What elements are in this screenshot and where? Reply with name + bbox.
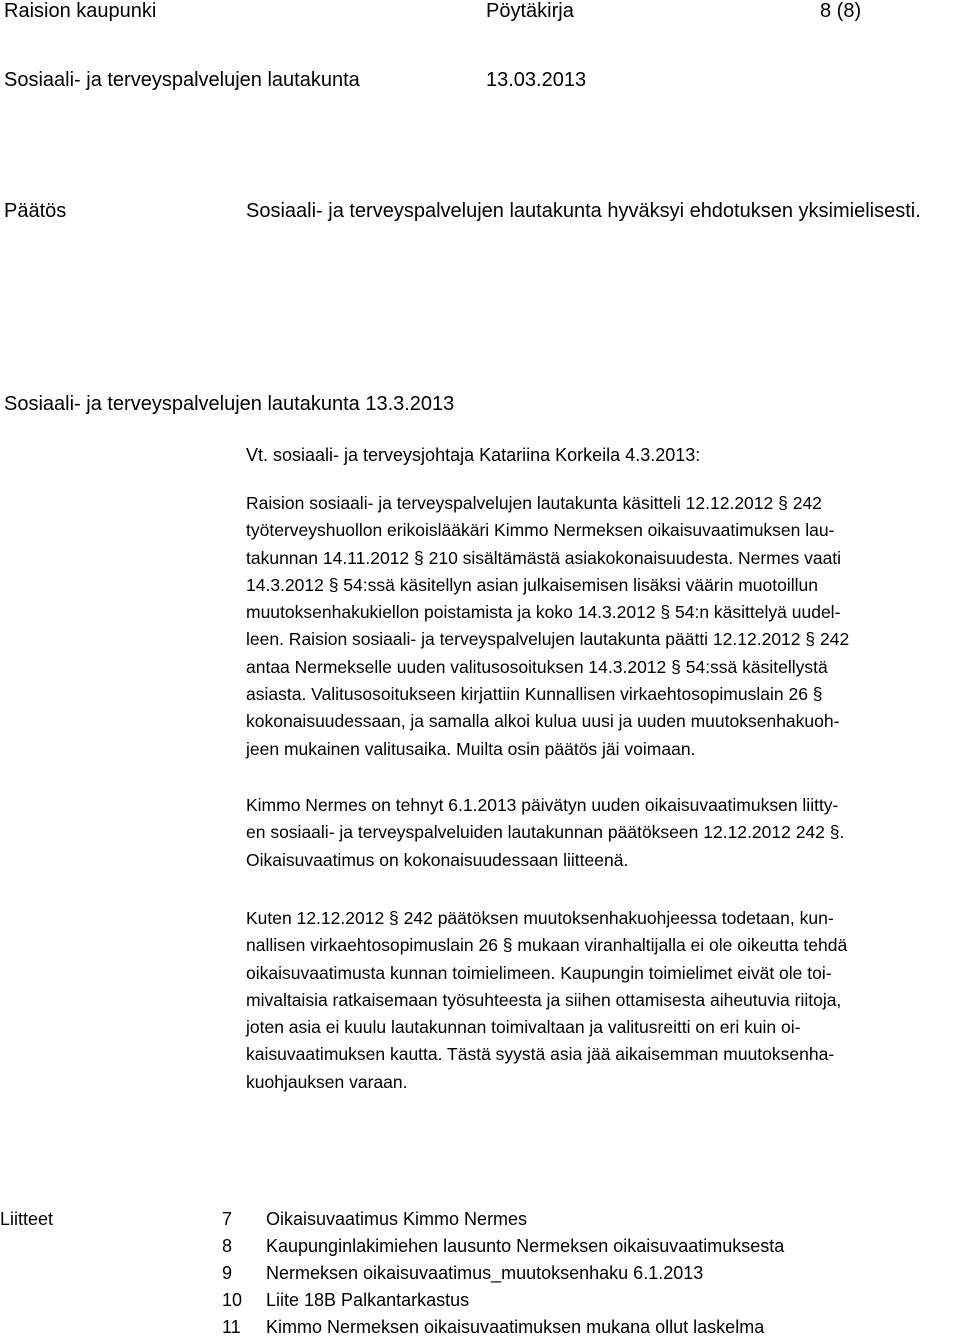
committee-name: Sosiaali- ja terveyspalvelujen lautakunta (4, 69, 360, 91)
attachment-number: 10 (222, 1290, 243, 1310)
paragraph-line: työterveyshuollon erikoislääkäri Kimmo Nermeksen oikaisuvaatimuksen lau- (246, 520, 835, 541)
attachment-number: 9 (222, 1263, 233, 1283)
paragraph-line: takunnan 14.11.2012 § 210 sisältämästä asiakokonaisuudesta. Nermes vaati (246, 547, 842, 568)
attachment-number: 7 (222, 1209, 233, 1229)
paragraph-3 (246, 905, 960, 1096)
paragraph-line: 14.3.2012 § 54:ssä käsitellyn asian julkaisemisen lisäksi väärin muotoillun (246, 574, 818, 595)
paragraph-line: mivaltaisia ratkaisemaan työsuhteesta ja siihen ottamisesta aiheutuvia riitoja, (246, 989, 842, 1010)
paragraph-1 (246, 490, 960, 763)
decision-text: Sosiaali- ja terveyspalvelujen lautakunta hyväksyi ehdotuksen yksimielisesti. (246, 200, 921, 222)
paragraph-line: joten asia ei kuulu lautakunnan toimivaltaan ja valitusreitti on eri kuin oi- (246, 1017, 801, 1038)
paragraph-line: kaisuvaatimuksen kautta. Tästä syystä asia jää aikaisemman muutoksenha- (246, 1044, 835, 1065)
paragraph-line: jeen mukainen valitusaika. Muilta osin päätös jäi voimaan. (246, 738, 696, 759)
attachment-title: Nermeksen oikaisuvaatimus_muutoksenhaku 6.1.2013 (266, 1263, 704, 1283)
attachments-label: Liitteet (0, 1209, 54, 1229)
paragraph-line: Kimmo Nermes on tehnyt 6.1.2013 päivätyn uuden oikaisuvaatimuksen liitty- (246, 795, 839, 815)
meeting-title: Sosiaali- ja terveyspalvelujen lautakunta 13.3.2013 (4, 393, 455, 415)
paragraph-line: oikaisuvaatimusta kunnan toimielimeen. Kaupungin toimielimet eivät ole toi- (246, 962, 832, 983)
paragraph-line: Oikaisuvaatimus on kokonaisuudessaan liitteenä. (246, 849, 629, 870)
attachment-title: Kaupunginlakimiehen lausunto Nermeksen oikaisuvaatimuksesta (266, 1236, 785, 1256)
paragraph-line: kokonaisuudessaan, ja samalla alkoi kulua uusi ja uuden muutoksenhakuoh- (246, 711, 840, 732)
paragraph-line: muutoksenhakukiellon poistamista ja koko 14.3.2012 § 54:n käsittelyä uudel- (246, 602, 841, 623)
paragraph-line: en sosiaali- ja terveyspalveluiden lautakunnan päätökseen 12.12.2012 242 §. (246, 822, 845, 843)
org-name: Raision kaupunki (4, 0, 157, 22)
meeting-date: 13.03.2013 (486, 69, 587, 91)
document-type: Pöytäkirja (486, 0, 574, 22)
decision-label: Päätös (4, 200, 67, 222)
paragraph-line: kuohjauksen varaan. (246, 1071, 408, 1092)
paragraph-line: Kuten 12.12.2012 § 242 päätöksen muutoksenhakuohjeessa todetaan, kun- (246, 908, 834, 928)
attachment-number: 8 (222, 1236, 233, 1256)
paragraph-2 (246, 792, 960, 874)
paragraph-line: asiasta. Valitusosoitukseen kirjattiin Kunnallisen virkaehtosopimuslain 26 § (246, 684, 823, 705)
attachment-title: Oikaisuvaatimus Kimmo Nermes (266, 1209, 528, 1229)
paragraph-line: antaa Nermekselle uuden valitusosoituksen 14.3.2012 § 54:ssä käsitellystä (246, 656, 828, 677)
attachment-title: Liite 18B Palkantarkastus (266, 1290, 470, 1310)
paragraph-line: Raision sosiaali- ja terveyspalvelujen lautakunta käsitteli 12.12.2012 § 242 (246, 493, 822, 513)
presenter-line: Vt. sosiaali- ja terveysjohtaja Katariina Korkeila 4.3.2013: (246, 445, 701, 465)
paragraph-line: nallisen virkaehtosopimuslain 26 § mukaan viranhaltijalla ei ole oikeutta tehdä (246, 935, 848, 956)
paragraph-line: leen. Raision sosiaali- ja terveyspalvelujen lautakunta päätti 12.12.2012 § 242 (246, 629, 850, 650)
attachment-number: 11 (222, 1317, 241, 1337)
attachment-title: Kimmo Nermeksen oikaisuvaatimuksen mukana ollut laskelma (266, 1317, 765, 1337)
page-number: 8 (8) (820, 0, 862, 22)
